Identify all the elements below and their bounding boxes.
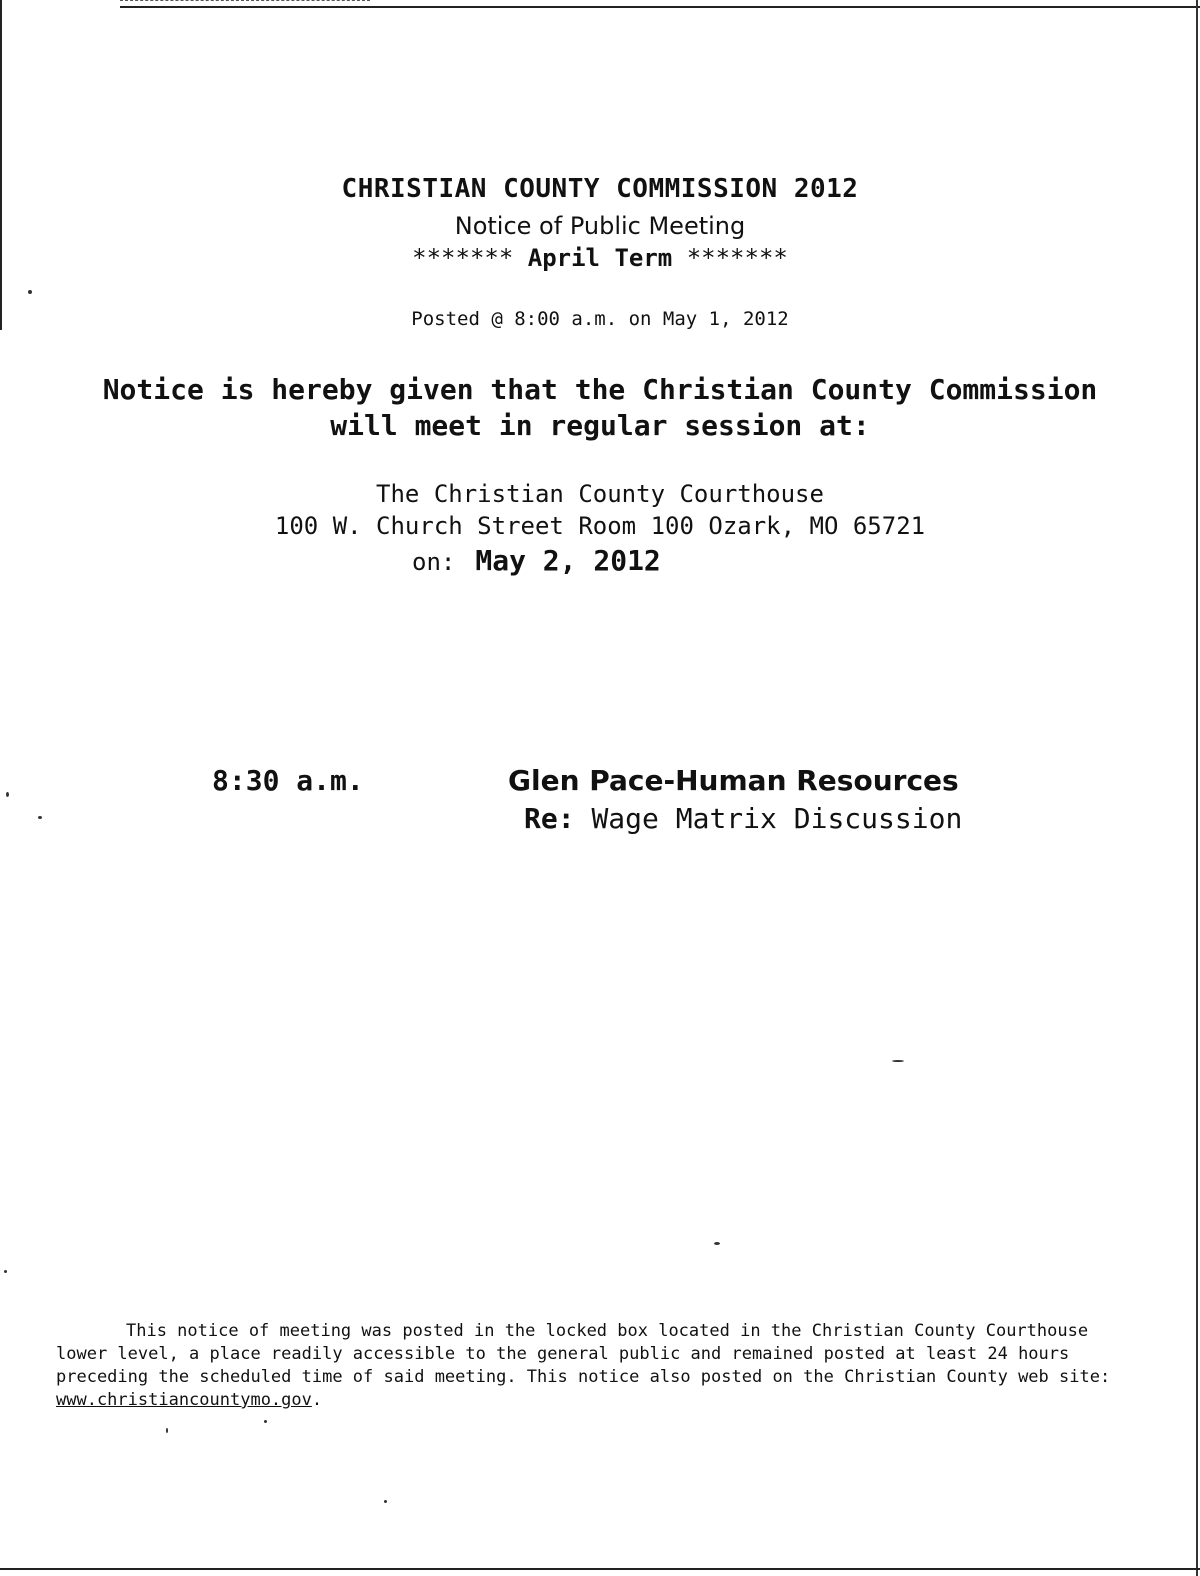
agenda-item-time: 8:30 a.m. <box>212 764 364 797</box>
location-building: The Christian County Courthouse <box>376 480 824 508</box>
scan-speck <box>6 792 9 797</box>
scan-speck <box>166 1428 168 1433</box>
meeting-date <box>412 544 661 577</box>
notice-heading: Notice is hereby given that the Christian County Commission will meet in regular session at: <box>102 373 1098 442</box>
county-website-link[interactable]: www.christiancountymo.gov <box>56 1390 312 1410</box>
agenda-item-topic <box>524 802 962 835</box>
footer-text: This notice of meeting was posted in the locked box located in the Christian County Courthouse lower level, a place readily accessible to the general public and remained posted at least 24 hours preceding the scheduled time of said meeting. This notice also posted on the Christian County web site: <box>56 1321 1111 1387</box>
scan-speck <box>714 1242 720 1245</box>
scan-edge-top-dash <box>120 0 370 2</box>
meeting-location <box>0 478 1200 542</box>
scan-edge-bottom <box>0 1568 1200 1570</box>
scan-speck <box>38 816 42 819</box>
meeting-date-label: on: <box>412 548 456 576</box>
document-title: CHRISTIAN COUNTY COMMISSION 2012 <box>341 174 859 204</box>
posted-timestamp: Posted @ 8:00 a.m. on May 1, 2012 <box>411 308 789 330</box>
agenda-re-label: Re: <box>524 802 575 835</box>
scan-speck <box>28 290 32 294</box>
footer-end: . <box>311 1390 323 1410</box>
scan-speck <box>892 1060 904 1062</box>
agenda-topic-text: Wage Matrix Discussion <box>591 802 963 835</box>
posting-notice-footer <box>56 1320 1146 1412</box>
scan-edge-top <box>120 6 1200 8</box>
term-label: April Term <box>527 244 673 272</box>
meeting-term <box>0 244 1200 272</box>
document-subtitle: Notice of Public Meeting <box>454 212 746 240</box>
scan-edge-left <box>0 0 2 330</box>
term-suffix: ******* <box>686 244 788 272</box>
scan-speck <box>4 1270 7 1273</box>
meeting-date-value: May 2, 2012 <box>475 544 661 577</box>
term-prefix: ******* <box>412 244 514 272</box>
scan-speck <box>264 1420 267 1423</box>
location-address: 100 W. Church Street Room 100 Ozark, MO 65721 <box>274 512 926 540</box>
agenda-item-presenter: Glen Pace-Human Resources <box>508 764 959 797</box>
scan-speck <box>384 1500 387 1503</box>
